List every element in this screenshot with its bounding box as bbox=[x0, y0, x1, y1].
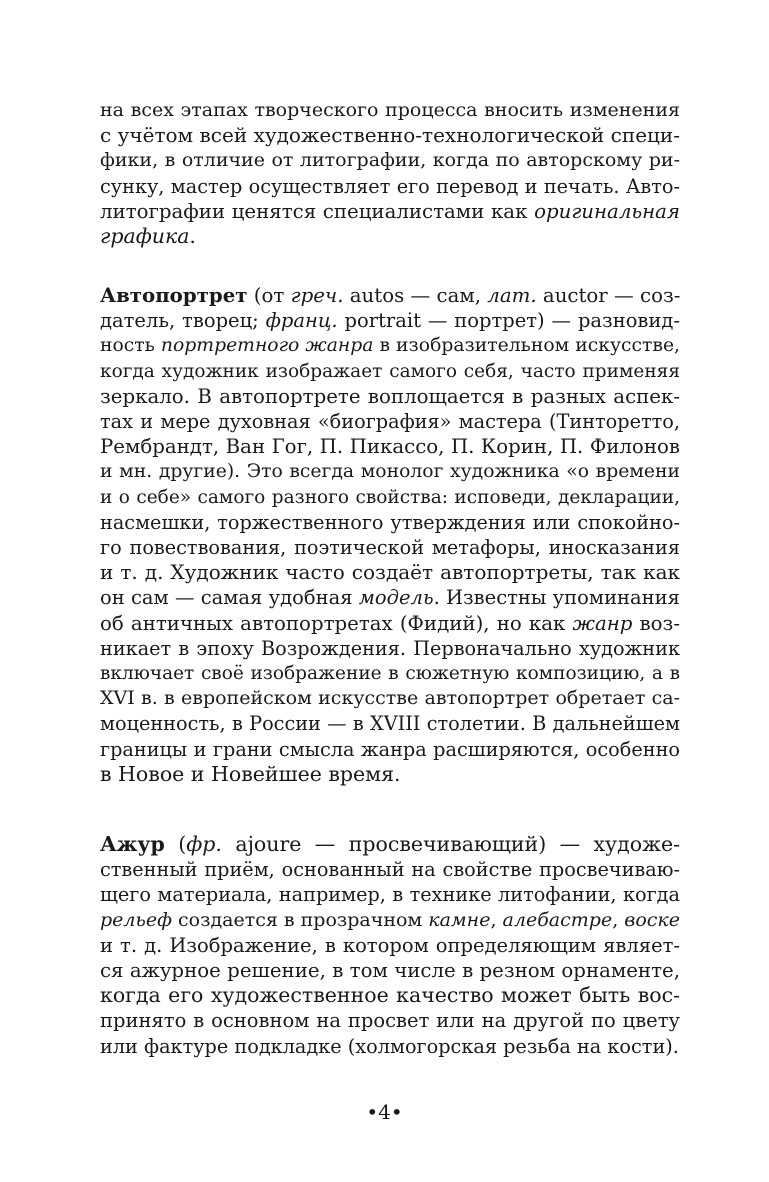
entry-term: Ажур bbox=[100, 832, 165, 856]
text-line: датель, творец; франц. portrait — портрет) — разновид- bbox=[100, 309, 681, 333]
page-number: •4• bbox=[366, 1100, 403, 1124]
entry-avtoportret bbox=[100, 283, 680, 787]
text-line: никает в эпоху Возрождения. Первоначально художник bbox=[100, 636, 680, 660]
text-line: Ажур (фр. ajoure — просвечивающий) — художе- bbox=[100, 832, 681, 856]
text-line: фики, в отличие от литографии, когда по авторскому ри- bbox=[100, 149, 680, 172]
text-line: Рембрандт, Ван Гог, П. Пикассо, П. Корин, П. Филонов bbox=[100, 435, 680, 459]
text-line: и о себе» самого разного свойства: исповеди, декларации, bbox=[100, 486, 680, 508]
text-line: графика. bbox=[100, 224, 196, 249]
text-line: ся ажурное решение, в том числе в резном орнаменте, bbox=[100, 959, 680, 983]
text-line: щего материала, например, в технике литофании, когда bbox=[100, 883, 680, 907]
text-line: и т. д. Художник часто создаёт автопортреты, так как bbox=[100, 560, 680, 585]
text-line: литографии ценятся специалистами как оригинальная bbox=[100, 199, 681, 223]
text-line: принято в основном на просвет или на другой по цвету bbox=[100, 1009, 680, 1033]
entry-term: Автопортрет bbox=[100, 283, 248, 307]
text-line: моценность, в России — в XVIII столетии. В дальнейшем bbox=[100, 712, 680, 736]
text-line: XVI в. в европейском искусстве автопортрет обретает са- bbox=[100, 687, 680, 710]
text-line: ственный приём, основанный на свойстве просвечиваю- bbox=[100, 858, 680, 882]
text-line: и т. д. Изображение, в котором определяющим являет- bbox=[100, 933, 680, 957]
text-line: когда художник изображает самого себя, часто применяя bbox=[100, 360, 680, 382]
text-line: насмешки, торжественного утверждения или спокойно- bbox=[100, 510, 680, 534]
text-line: го повествования, поэтической метафоры, иносказания bbox=[100, 536, 680, 560]
text-line: Автопортрет (от греч. autos — сам, лат. auctor — соз- bbox=[100, 283, 681, 307]
text-line: включает своё изображение в сюжетную композицию, а в bbox=[100, 663, 680, 685]
text-line: границы и грани смысла жанра расширяются, особенно bbox=[100, 737, 680, 761]
text-line: сунку, мастер осуществляет его перевод и печать. Авто- bbox=[100, 174, 680, 198]
text-line: об античных автопортретах (Фидий), но как жанр воз- bbox=[100, 611, 681, 635]
text-line: или фактуре подкладке (холмогорская резьба на кости). bbox=[100, 1034, 679, 1058]
text-line: тах и мере духовная «биография» мастера (Тинторетто, bbox=[100, 410, 680, 434]
text-line: и мн. другие). Это всегда монолог художника «о времени bbox=[100, 461, 680, 483]
text-line: ность портретного жанра в изобразительном искусстве, bbox=[100, 335, 681, 357]
text-line: когда его художественное качество может быть вос- bbox=[100, 983, 680, 1008]
text-line: с учётом всей художественно-технологической специ- bbox=[100, 123, 680, 148]
entry-azhur bbox=[100, 832, 680, 1059]
text-line: рельеф создается в прозрачном камне, алебастре, воске bbox=[100, 908, 681, 931]
text-line: на всех этапах творческого процесса вносить изменения bbox=[100, 99, 680, 121]
paragraph-avtolitografiya-continued bbox=[100, 98, 680, 249]
text-line: он сам — самая удобная модель. Известны упоминания bbox=[100, 586, 680, 610]
text-line: зеркало. В автопортрете воплощается в разных аспек- bbox=[100, 384, 680, 408]
text-line: в Новое и Новейшее время. bbox=[100, 761, 401, 786]
